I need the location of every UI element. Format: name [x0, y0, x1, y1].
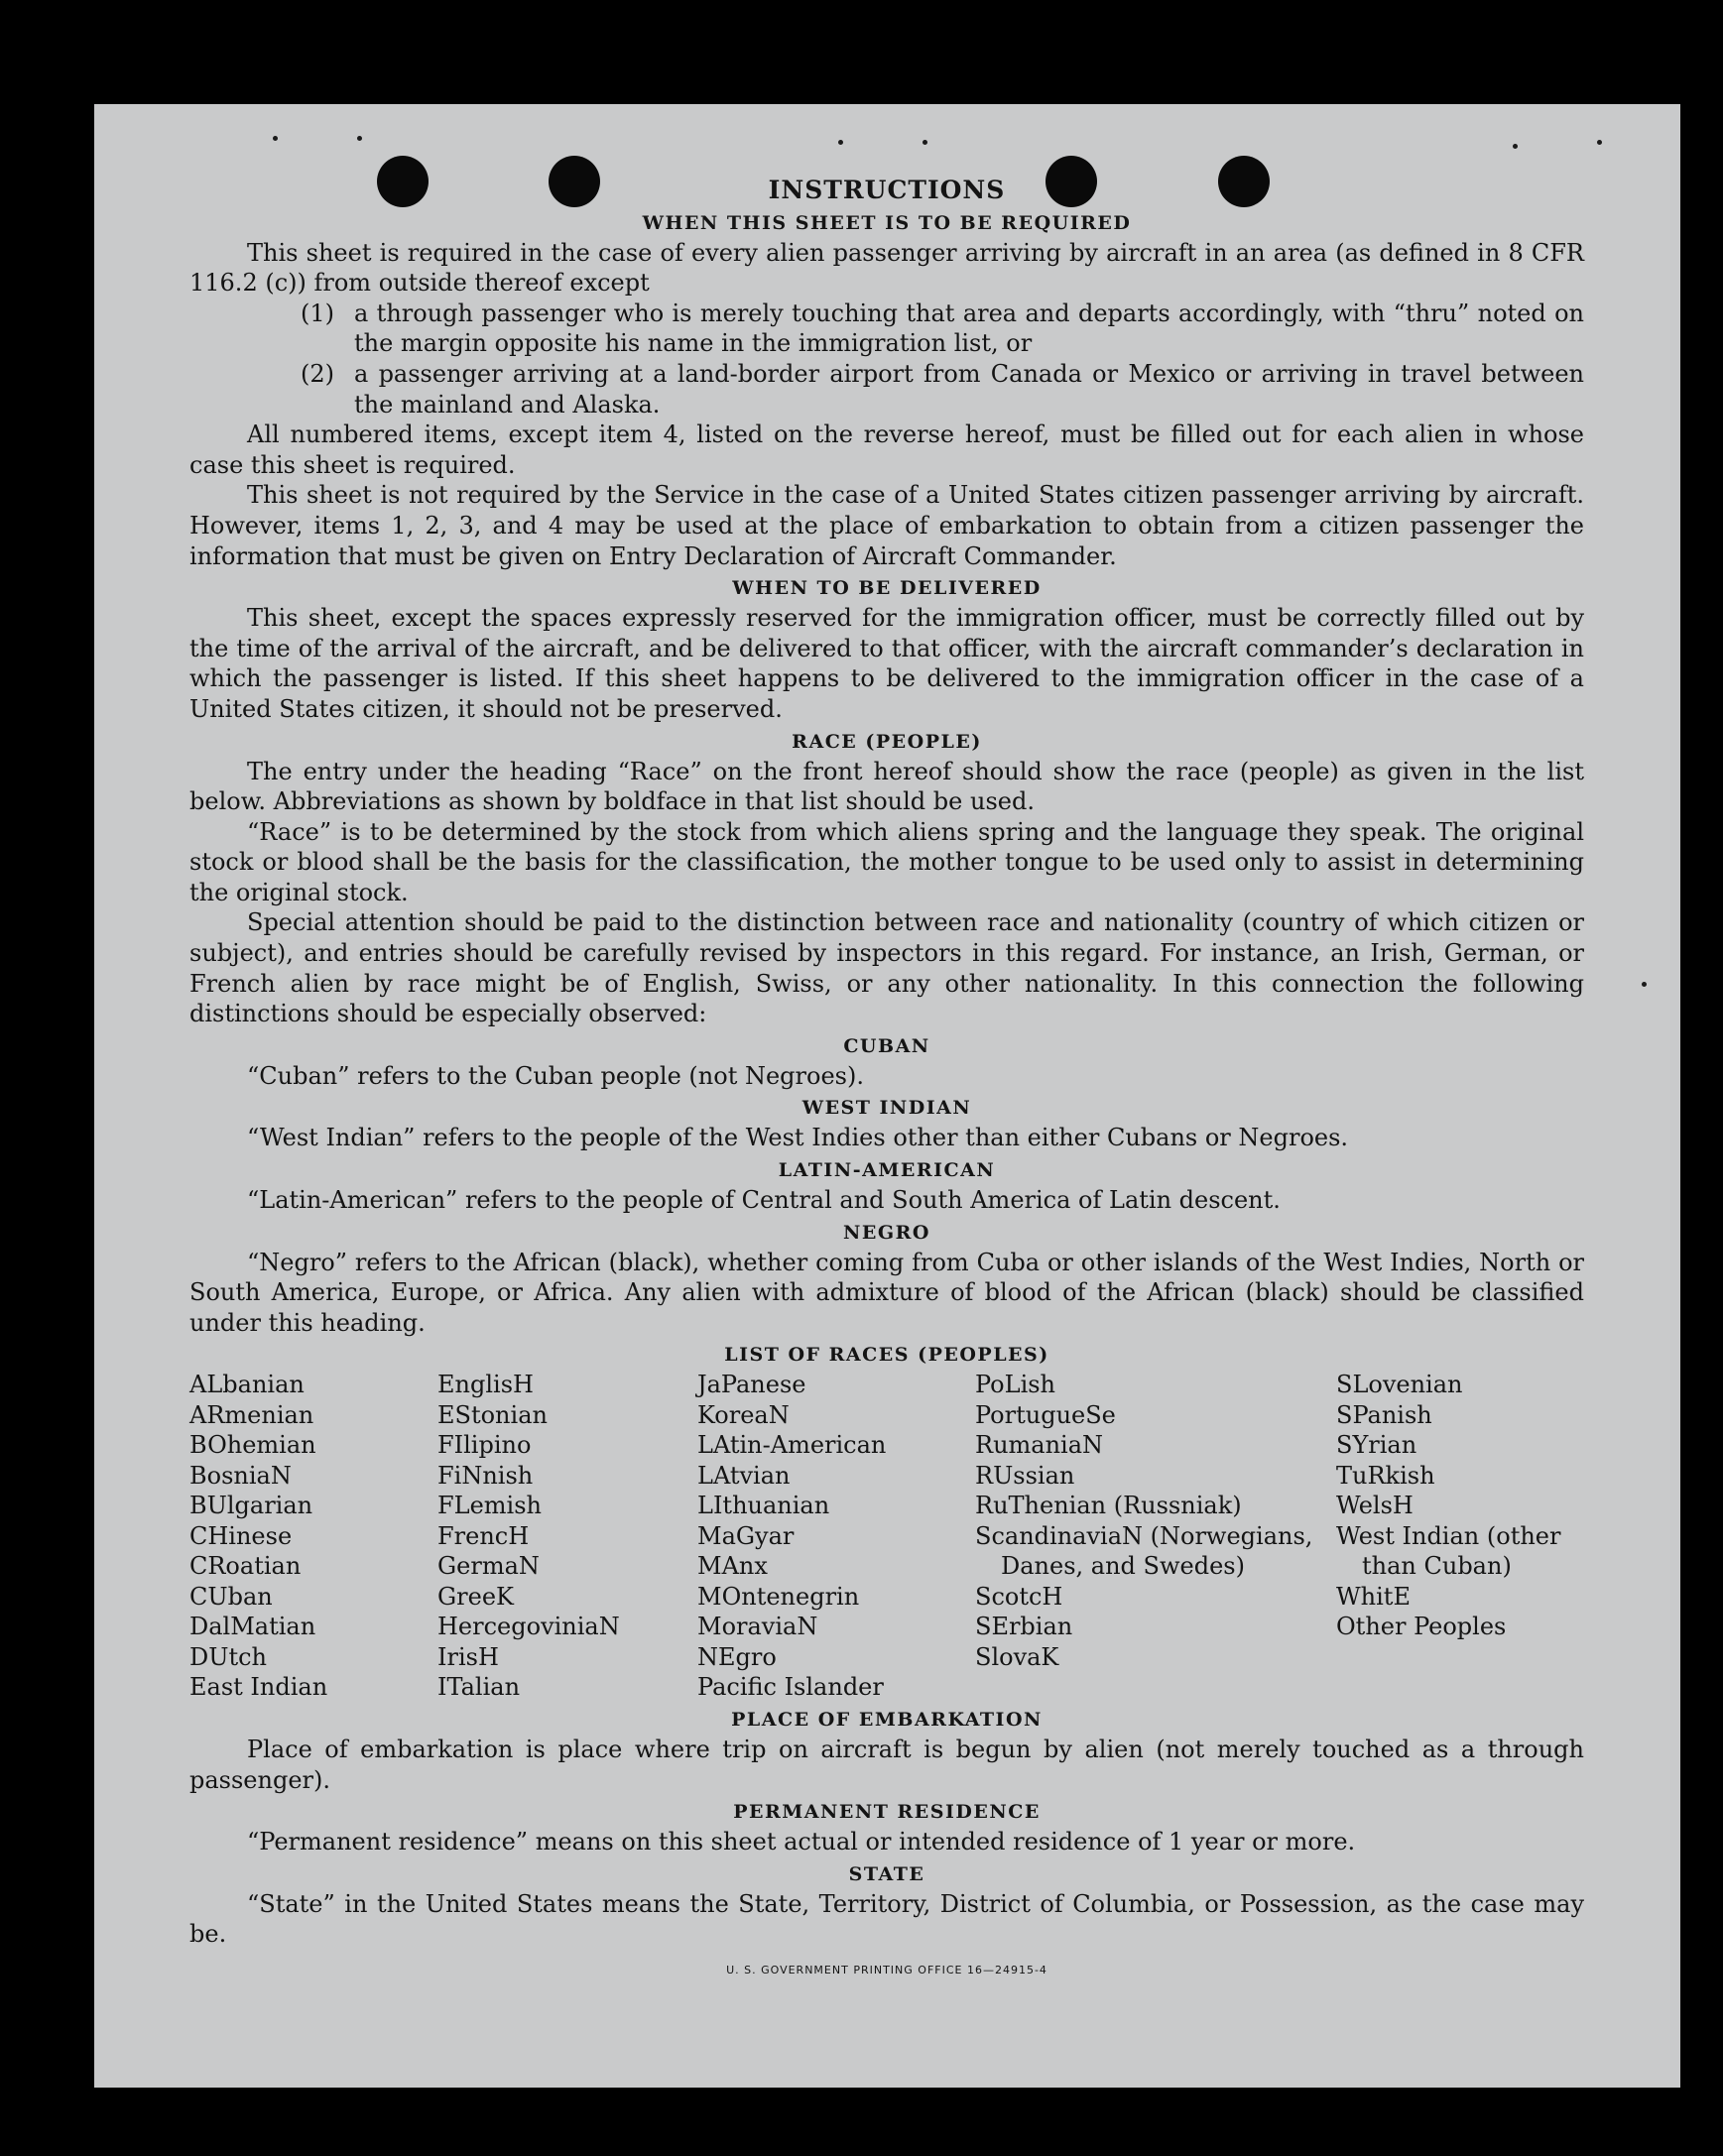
race-entry: ARmenian: [189, 1400, 314, 1429]
speck: [1642, 982, 1647, 987]
race-entry: LIthuanian: [697, 1492, 830, 1520]
race-column: [697, 1370, 975, 1703]
paragraph: Special attention should be paid to the distinction between race and nationality (country of which citizen or subject), and entries should be carefully revised by inspectors in this regard. For instance, an Irish, German, or French alien by race might be of English, Swiss, or any other nationality. In this connection the following distinctions should be especially observed:: [189, 908, 1584, 1028]
list-number: (2): [301, 359, 334, 388]
instructions-body: [189, 176, 1584, 1985]
race-entry: NEgro: [697, 1642, 777, 1671]
race-entry: MoraviaN: [697, 1613, 818, 1641]
paragraph: “Permanent residence” means on this sheet actual or intended residence of 1 year or more.: [247, 1828, 1356, 1857]
heading-when-delivered: WHEN TO BE DELIVERED: [732, 577, 1042, 600]
race-entry: FrencH: [437, 1521, 530, 1550]
race-entry: ScotcH: [975, 1582, 1063, 1611]
speck: [1597, 140, 1602, 145]
race-entry: LAtin-American: [697, 1431, 887, 1460]
heading-negro: NEGRO: [843, 1221, 930, 1244]
speck: [838, 140, 843, 145]
heading-cuban: CUBAN: [843, 1034, 930, 1057]
list-item: [301, 359, 1584, 419]
heading-place-of-embarkation: PLACE OF EMBARKATION: [731, 1708, 1043, 1731]
race-entry: ITalian: [437, 1673, 521, 1702]
list-item: [301, 299, 1584, 359]
race-entry: FLemish: [437, 1492, 542, 1520]
speck: [1513, 144, 1518, 149]
paragraph: This sheet is required in the case of every alien passenger arriving by aircraft in an area (as defined in 8 CFR 116.2 (c)) from outside thereof except: [189, 238, 1584, 298]
race-entry: GermaN: [437, 1552, 540, 1581]
speck: [923, 140, 927, 145]
race-entry: ScandinaviaN (Norwegians, Danes, and Swedes): [975, 1521, 1313, 1581]
race-entry: CUban: [189, 1582, 273, 1611]
race-entry: TuRkish: [1336, 1461, 1435, 1490]
race-entry: EStonian: [437, 1400, 548, 1429]
race-entry: PortugueSe: [975, 1400, 1116, 1429]
race-entry: WhitE: [1336, 1582, 1411, 1611]
printer-imprint: U. S. GOVERNMENT PRINTING OFFICE 16—24915-4: [726, 1963, 1047, 1976]
heading-latin-american: LATIN-AMERICAN: [778, 1159, 996, 1182]
race-entry: BOhemian: [189, 1431, 316, 1460]
race-entry: East Indian: [189, 1673, 328, 1702]
page-title: INSTRUCTIONS: [768, 176, 1006, 204]
race-entry: RuThenian (Russniak): [975, 1492, 1242, 1520]
race-entry: BUlgarian: [189, 1492, 313, 1520]
paragraph: “Negro” refers to the African (black), whether coming from Cuba or other islands of the West Indies, North or South America, Europe, or Africa. Any alien with admixture of blood of the African (black) should be classified under this heading.: [189, 1248, 1584, 1337]
paragraph: “State” in the United States means the State, Territory, District of Columbia, or Possession, as the case may be.: [189, 1889, 1584, 1949]
race-entry: JaPanese: [697, 1371, 806, 1399]
race-entry: FIlipino: [437, 1431, 532, 1460]
race-entry: MOntenegrin: [697, 1582, 860, 1611]
race-entry: SErbian: [975, 1613, 1073, 1641]
race-column: [437, 1370, 697, 1703]
list-number: (1): [301, 299, 334, 327]
race-entry: SPanish: [1336, 1400, 1432, 1429]
race-entry: DalMatian: [189, 1613, 316, 1641]
race-entry: BosniaN: [189, 1461, 292, 1490]
race-entry: Pacific Islander: [697, 1673, 884, 1702]
race-column: [1336, 1370, 1584, 1703]
list-text: a passenger arriving at a land-border airport from Canada or Mexico or arriving in travel between the mainland and Alaska.: [354, 359, 1584, 419]
race-entry: MAnx: [697, 1552, 768, 1581]
race-entry: SYrian: [1336, 1431, 1417, 1460]
document-page: [94, 104, 1680, 2088]
paragraph: This sheet, except the spaces expressly reserved for the immigration officer, must be correctly filled out by the time of the arrival of the aircraft, and be delivered to that officer, with the aircraft commander’s declaration in which the passenger is listed. If this sheet happens to be delivered to the immigration officer in the case of a United States citizen, it should not be preserved.: [189, 604, 1584, 723]
heading-permanent-residence: PERMANENT RESIDENCE: [733, 1801, 1041, 1824]
paragraph: All numbered items, except item 4, listed on the reverse hereof, must be filled out for each alien in whose case this sheet is required.: [189, 420, 1584, 479]
heading-race: RACE (PEOPLE): [792, 730, 982, 753]
race-entry: SLovenian: [1336, 1371, 1463, 1399]
list-text: a through passenger who is merely touching that area and departs accordingly, with “thru” noted on the margin opposite his name in the immigration list, or: [354, 299, 1584, 358]
race-list: [189, 1370, 1584, 1703]
paragraph: Place of embarkation is place where trip on aircraft is begun by alien (not merely touched as a through passenger).: [189, 1735, 1584, 1794]
race-entry: RumaniaN: [975, 1431, 1104, 1460]
race-entry: LAtvian: [697, 1461, 791, 1490]
race-entry: CRoatian: [189, 1552, 302, 1581]
race-entry: Other Peoples: [1336, 1613, 1507, 1641]
race-entry: HercegoviniaN: [437, 1613, 620, 1641]
race-entry: FiNnish: [437, 1461, 534, 1490]
speck: [273, 136, 278, 141]
paragraph: “Cuban” refers to the Cuban people (not Negroes).: [247, 1061, 864, 1090]
race-entry: PoLish: [975, 1371, 1056, 1399]
paragraph: “West Indian” refers to the people of the West Indies other than either Cubans or Negroes.: [247, 1124, 1349, 1152]
race-entry: SlovaK: [975, 1642, 1059, 1671]
race-entry: WelsH: [1336, 1492, 1414, 1520]
heading-list-of-races: LIST OF RACES (PEOPLES): [724, 1344, 1049, 1367]
speck: [357, 136, 362, 141]
paragraph: This sheet is not required by the Service in the case of a United States citizen passenger arriving by aircraft. However, items 1, 2, 3, and 4 may be used at the place of embarkation to obtain from a citizen passenger the information that must be given on Entry Declaration of Aircraft Commander.: [189, 481, 1584, 570]
race-entry: CHinese: [189, 1521, 293, 1550]
heading-west-indian: WEST INDIAN: [801, 1097, 972, 1120]
race-entry: IrisH: [437, 1642, 499, 1671]
race-column: [189, 1370, 437, 1703]
race-column: [975, 1370, 1336, 1703]
race-entry: ALbanian: [189, 1371, 305, 1399]
paragraph: “Latin-American” refers to the people of Central and South America of Latin descent.: [247, 1186, 1281, 1215]
heading-when-required: WHEN THIS SHEET IS TO BE REQUIRED: [642, 211, 1132, 234]
heading-state: STATE: [848, 1862, 925, 1885]
race-entry: GreeK: [437, 1582, 514, 1611]
race-entry: West Indian (other than Cuban): [1336, 1521, 1561, 1581]
paragraph: “Race” is to be determined by the stock from which aliens spring and the language they speak. The original stock or blood shall be the basis for the classification, the mother tongue to be used only to assist in determining the original stock.: [189, 817, 1584, 906]
race-entry: KoreaN: [697, 1400, 790, 1429]
race-entry: MaGyar: [697, 1521, 795, 1550]
race-entry: DUtch: [189, 1642, 268, 1671]
paragraph: The entry under the heading “Race” on the front hereof should show the race (people) as given in the list below. Abbreviations as shown by boldface in that list should be used.: [189, 757, 1584, 816]
race-entry: EnglisH: [437, 1371, 534, 1399]
race-entry: RUssian: [975, 1461, 1075, 1490]
